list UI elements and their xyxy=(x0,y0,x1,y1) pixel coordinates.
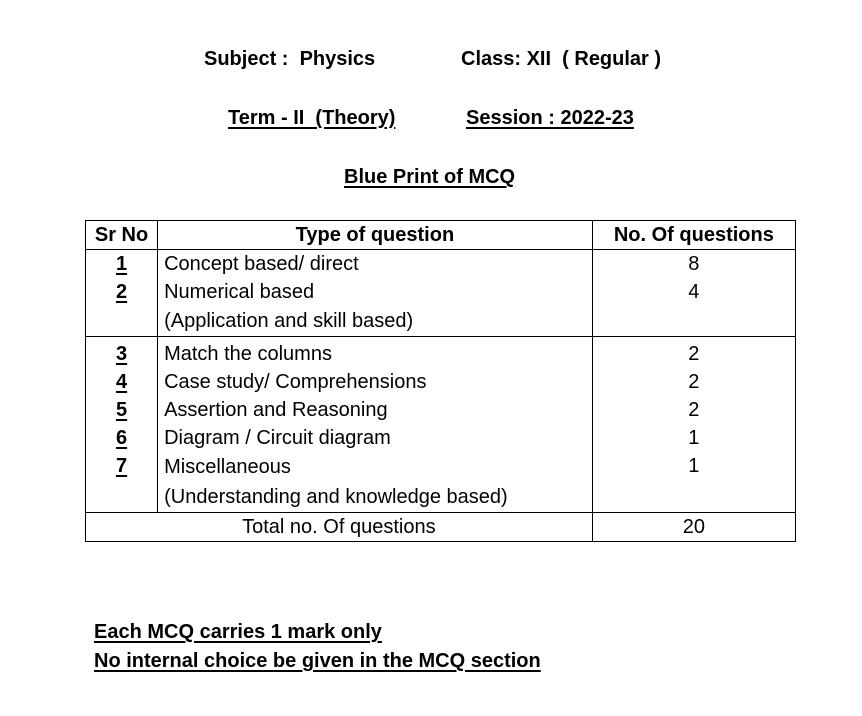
table-row xyxy=(86,278,796,337)
row-sr: 2 xyxy=(115,281,128,303)
row-sr: 4 xyxy=(86,368,158,396)
row-sr-cell xyxy=(86,452,158,513)
row-sr-cell xyxy=(86,278,158,337)
row-type: Concept based/ direct xyxy=(158,250,593,279)
term-label: Term - II (Theory) xyxy=(228,107,396,129)
table-row xyxy=(86,250,796,279)
row-type: Assertion and Reasoning xyxy=(158,396,593,424)
row-type-detail: (Application and skill based) xyxy=(164,310,414,332)
row-type: Numerical based xyxy=(164,281,315,303)
row-type-cell xyxy=(158,278,593,337)
table-header-row xyxy=(86,221,796,250)
class-label: Class: XII ( Regular ) xyxy=(461,48,662,70)
column-header-type: Type of question xyxy=(158,221,593,250)
session-label: Session : 2022-23 xyxy=(466,107,634,129)
row-count: 2 xyxy=(592,368,795,396)
row-type: Diagram / Circuit diagram xyxy=(158,424,593,452)
row-type: Match the columns xyxy=(158,337,593,369)
total-label: Total no. Of questions xyxy=(86,513,593,542)
row-count-cell xyxy=(592,452,795,513)
row-count: 4 xyxy=(688,281,700,303)
table-row xyxy=(86,424,796,452)
note-choice: No internal choice be given in the MCQ section xyxy=(94,650,541,672)
table-row xyxy=(86,396,796,424)
column-header-count: No. Of questions xyxy=(592,221,795,250)
row-type-detail: (Understanding and knowledge based) xyxy=(164,486,508,508)
table-row xyxy=(86,337,796,369)
row-type-cell xyxy=(158,452,593,513)
row-count: 2 xyxy=(592,337,795,369)
row-type: Miscellaneous xyxy=(164,456,291,478)
row-type: Case study/ Comprehensions xyxy=(158,368,593,396)
table-row xyxy=(86,452,796,513)
row-sr: 3 xyxy=(86,337,158,369)
row-sr: 6 xyxy=(86,424,158,452)
row-count: 1 xyxy=(688,455,700,477)
row-count-cell xyxy=(592,278,795,337)
row-count: 2 xyxy=(592,396,795,424)
blueprint-table xyxy=(85,220,796,542)
note-mark: Each MCQ carries 1 mark only xyxy=(94,621,382,643)
row-sr: 7 xyxy=(115,455,128,477)
total-value: 20 xyxy=(592,513,795,542)
page-title: Blue Print of MCQ xyxy=(344,166,516,188)
subject-label: Subject : Physics xyxy=(204,48,376,70)
row-count: 8 xyxy=(592,250,795,279)
row-count: 1 xyxy=(592,424,795,452)
column-header-sr-no: Sr No xyxy=(86,221,158,250)
row-sr: 1 xyxy=(86,250,158,279)
table-total-row xyxy=(86,513,796,542)
row-sr: 5 xyxy=(86,396,158,424)
table-row xyxy=(86,368,796,396)
